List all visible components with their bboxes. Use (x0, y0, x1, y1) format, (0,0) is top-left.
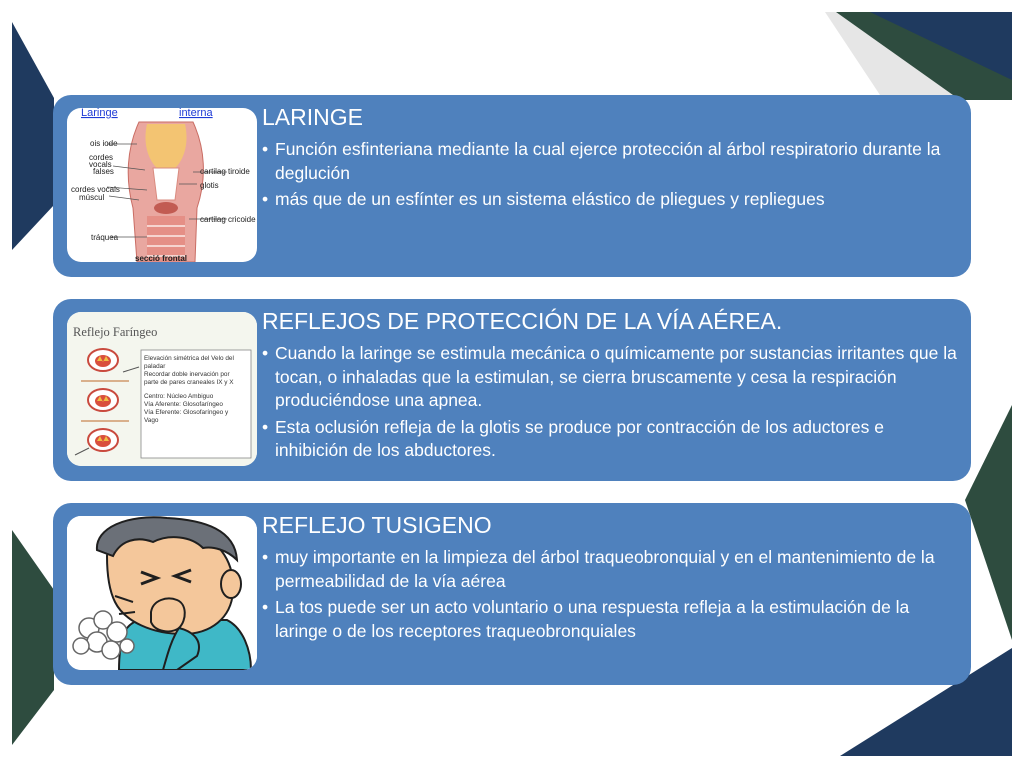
card-reflejo-tusigeno (53, 503, 971, 685)
info-box-line: Vía Eferente: Glosofaríngeo y (144, 409, 229, 416)
larynx-image (67, 108, 257, 262)
larynx-label-bottom: secció frontal (135, 254, 188, 262)
larynx-label-cartilag-tiroide: cartilag tiroide (200, 167, 250, 176)
larynx-label-cordes-vocals: cordes vocals (71, 185, 120, 194)
larynx-label-cordes: cordes (89, 153, 114, 162)
card-reflejos (53, 299, 971, 481)
bullet-item: • muy importante en la limpieza del árbol traqueobronquial y en el mantenimiento de la permeabilidad de la vía aérea (262, 546, 961, 593)
coughing-boy-image (67, 516, 257, 670)
info-box-line: paladar (144, 363, 166, 370)
larynx-label-ois-iode: ois iode (90, 139, 118, 148)
gag-reflex-heading: Reflejo Faríngeo (73, 325, 158, 339)
info-box-line: Elevación simétrica del Velo del (144, 355, 234, 362)
bullet-item: • más que de un esfínter es un sistema elástico de pliegues y repliegues (262, 188, 961, 212)
larynx-label-top-left: Laringe (81, 108, 118, 119)
deco-bottom-left-green (12, 530, 54, 745)
larynx-label-top-right: interna (179, 108, 213, 119)
mouth-illustration-2 (88, 389, 118, 411)
card-reflejo-tusigeno-content (262, 506, 961, 646)
card-title: REFLEJO TUSIGENO (262, 512, 492, 538)
larynx-diagram-icon (67, 108, 257, 262)
info-box-line: Recordar doble inervación por (144, 371, 230, 378)
info-box-line: parte de pares craneales IX y X (144, 379, 234, 386)
bullet-item: • Esta oclusión refleja de la glotis se produce por contracción de los aductores e inhibición de los abductores. (262, 416, 961, 463)
bullet-list (262, 138, 961, 212)
larynx-label-glotis: glotis (200, 181, 219, 190)
mouth-illustration-3 (88, 429, 118, 451)
coughing-boy-illustration-icon (67, 516, 257, 670)
info-box-line: Centro: Núcleo Ambiguo (144, 393, 214, 400)
bullet-list (262, 546, 961, 643)
info-box-line: Vago (144, 417, 159, 424)
larynx-label-vocals: vocals (89, 160, 112, 169)
larynx-label-traquea: tráquea (91, 233, 119, 242)
larynx-label-muscul: múscul (79, 193, 105, 202)
larynx-label-cartilag-cricoide: cartilag cricoide (200, 215, 256, 224)
card-title: LARINGE (262, 104, 363, 130)
bullet-item: • Cuando la laringe se estimula mecánica o químicamente por sustancias irritantes que la tocan, o inhaladas que la estimulan, se cierra bruscamente y cesa la respiración produciéndose una apnea. (262, 342, 961, 413)
bullet-list (262, 342, 961, 463)
deco-top-left-navy (12, 22, 54, 250)
mouth-illustration-1 (88, 349, 118, 371)
card-laringe (53, 95, 971, 277)
bullet-item: • Función esfinteriana mediante la cual ejerce protección al árbol respiratorio durante la deglución (262, 138, 961, 185)
gag-reflex-image (67, 312, 257, 466)
bullet-item: • La tos puede ser un acto voluntario o una respuesta refleja a la estimulación de la laringe o de los receptores traqueobronquiales (262, 596, 961, 643)
card-laringe-content (262, 98, 961, 215)
larynx-label-falses: falses (93, 167, 114, 176)
card-title: REFLEJOS DE PROTECCIÓN DE LA VÍA AÉREA. (262, 308, 783, 334)
gag-reflex-diagram-icon (67, 312, 257, 466)
card-reflejos-content (262, 302, 961, 466)
deco-right-green (965, 405, 1012, 640)
info-box-line: Vía Aferente: Glosofaríngeo (144, 401, 223, 408)
